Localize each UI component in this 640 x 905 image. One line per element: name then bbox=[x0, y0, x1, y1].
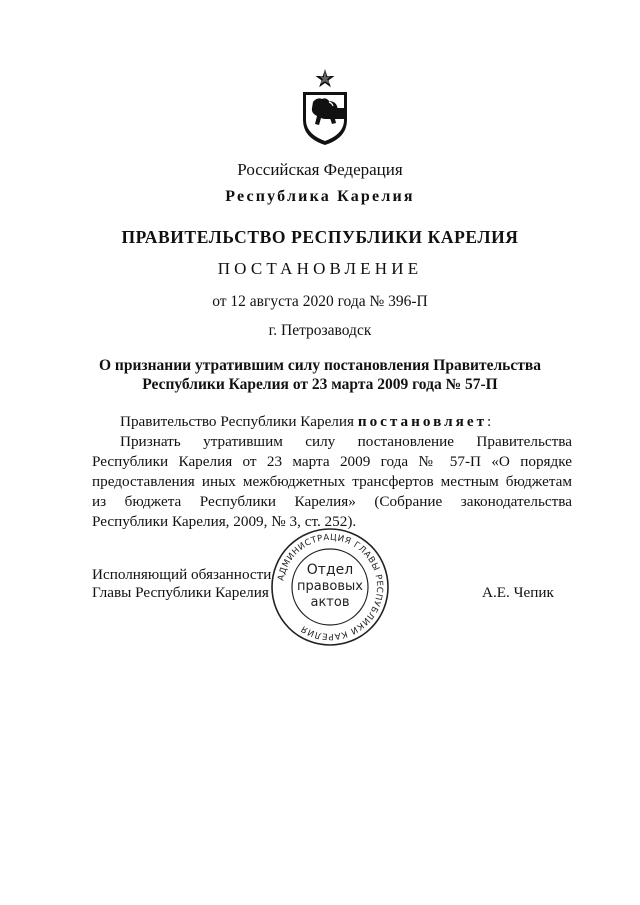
date-and-number: от 12 августа 2020 года № 396-П bbox=[212, 293, 428, 310]
government-heading: ПРАВИТЕЛЬСТВО РЕСПУБЛИКИ КАРЕЛИЯ bbox=[121, 227, 519, 247]
stamp-ring-text: АДМИНИСТРАЦИЯ ГЛАВЫ РЕСПУБЛИКИ КАРЕЛИЯ bbox=[276, 532, 385, 642]
city: г. Петрозаводск bbox=[268, 322, 372, 339]
stamp-line-3: актов bbox=[310, 595, 350, 610]
preamble-paragraph bbox=[92, 412, 572, 432]
signatory-position-line-1: Исполняющий обязанности bbox=[92, 566, 272, 583]
signatory-name: А.Е. Чепик bbox=[482, 584, 554, 601]
signatory-position bbox=[92, 566, 271, 602]
decree-paragraph: Признать утратившим силу постановление Правительства Республики Карелия от 23 марта 2009 года № 57-П «О порядке предоставления иных межбюджетных трансфертов местным бюджетам из бюджета Республики Карелия» (Собрание законодательства Республики Карелия, 2009, № 3, ст. 252). bbox=[92, 433, 572, 530]
preamble-text: Правительство Республики Карелия bbox=[120, 413, 358, 430]
title-line-2: Республики Карелия от 23 марта 2009 года № 57-П bbox=[142, 376, 498, 393]
signatory-position-line-2: Главы Республики Карелия bbox=[92, 584, 269, 601]
republic-heading: Республика Карелия bbox=[225, 188, 415, 205]
coat-of-arms-icon bbox=[299, 68, 351, 146]
document-title bbox=[0, 356, 640, 394]
stamp-line-1: Отдел bbox=[306, 562, 354, 578]
preamble-colon: : bbox=[487, 413, 492, 430]
stamp-line-2: правовых bbox=[297, 579, 363, 594]
federation-heading: Российская Федерация bbox=[237, 160, 403, 179]
title-line-1: О признании утратившим силу постановления Правительства bbox=[98, 357, 541, 374]
document-type: ПОСТАНОВЛЕНИЕ bbox=[217, 259, 423, 278]
legal-department-stamp bbox=[269, 526, 391, 648]
decree-verb: постановляет bbox=[357, 413, 488, 430]
